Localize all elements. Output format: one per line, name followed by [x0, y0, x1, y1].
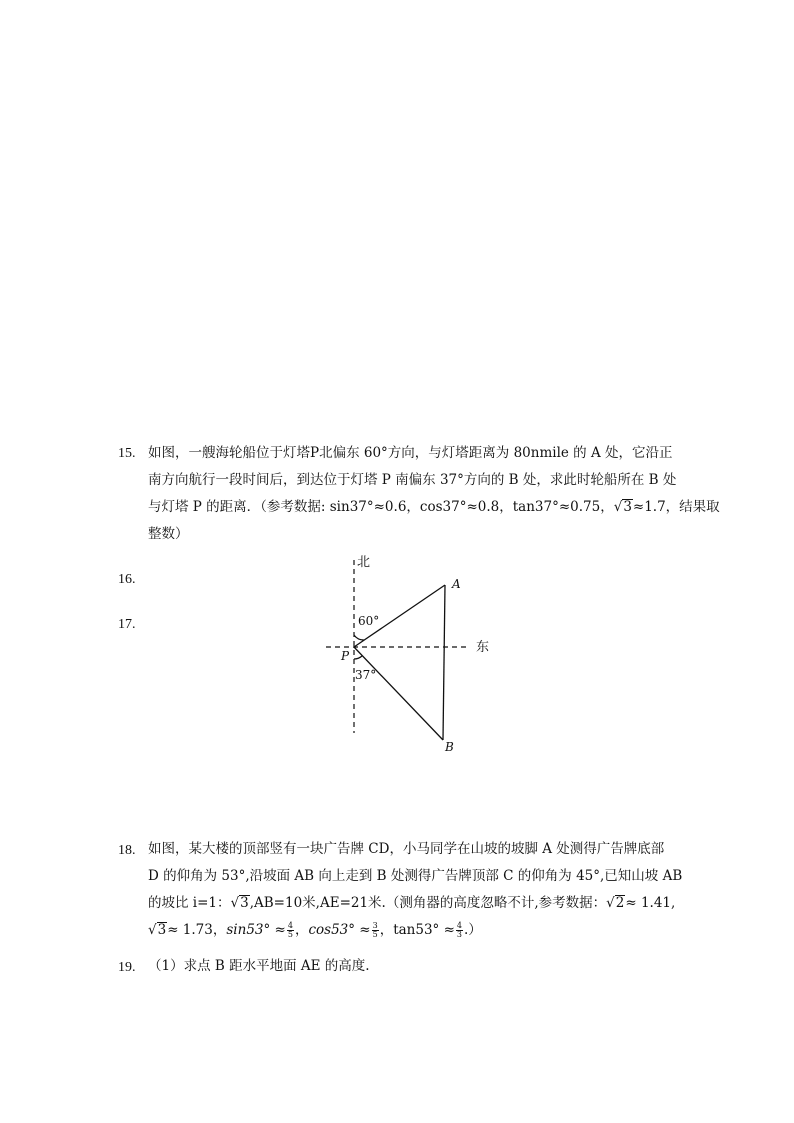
- angle-arc-60: [354, 635, 364, 640]
- q18-line-4a: ≈ 1.73，: [167, 922, 227, 938]
- q15-sqrt-3: 3: [623, 499, 632, 515]
- q19-line-1: （1）求点 B 距水平地面 AE 的高度.: [148, 958, 370, 974]
- angle-arc-37: [354, 656, 362, 659]
- q18-line-4f: .）: [464, 922, 482, 938]
- question-19-text: [148, 953, 678, 980]
- label-angle-60: 60°: [358, 614, 380, 628]
- q18-line-2: D 的仰角为 53°,沿坡面 AB 向上走到 B 处测得广告牌顶部 C 的仰角为 45°,已知山坡 AB: [148, 868, 683, 884]
- q18-line-4-sqrt-3: 3: [157, 922, 167, 938]
- q18-line-1: 如图，某大楼的顶部竖有一块广告牌 CD，小马同学在山坡的坡脚 A 处测得广告牌底部: [148, 841, 665, 857]
- q18-line-3b: ,AB=10米,AE=21米.（测角器的高度忽略不计,参考数据：: [249, 895, 607, 911]
- fraction-4-3-tan: $\frac{4}{3}$: [456, 921, 462, 939]
- label-east: 东: [476, 640, 490, 655]
- bearing-figure: [320, 548, 500, 758]
- q18-line-3: 的坡比 i=1：√3,AB=10米,AE=21米.（测角器的高度忽略不计,参考数据：√2≈ 1.41,: [148, 895, 676, 911]
- label-north: 北: [357, 555, 371, 570]
- question-18-text: [148, 836, 683, 944]
- q15-line-4: 整数）: [148, 526, 189, 542]
- q18-line-4: √3≈ 1.73，sin53° ≈ $\frac{4}{5}$ ，cos53° ≈ $\frac{3}{5}$ ，tan53° ≈ $\frac{4}{3}$ .）: [148, 921, 482, 939]
- question-15-text: [148, 440, 720, 548]
- q15-line-3: 与灯塔 P 的距离．（参考数据: sin37°≈0.6，cos37°≈0.8，tan37°≈0.75，√3≈1.7，结果取: [148, 499, 720, 515]
- fraction-4-5-sin: $\frac{4}{5}$: [287, 921, 293, 939]
- label-angle-37: 37°: [355, 668, 377, 682]
- question-18-number: 18.: [118, 843, 136, 858]
- q18-sqrt-3: 3: [240, 895, 249, 911]
- question-16-number: 16.: [118, 572, 136, 587]
- label-point-a: A: [452, 577, 461, 591]
- q18-line-3a: 的坡比 i=1：: [148, 895, 231, 911]
- q18-line-4b: sin53° ≈: [226, 922, 286, 938]
- fraction-3-5-cos: $\frac{3}{5}$: [372, 921, 378, 939]
- q18-line-4c: ，: [294, 922, 309, 938]
- q18-line-4e: ，tan53° ≈: [379, 922, 455, 938]
- segment-pb: [354, 647, 443, 740]
- q15-line-1: 如图，一艘海轮船位于灯塔P北偏东 60°方向，与灯塔距离为 80nmile 的 A 处，它沿正: [148, 445, 673, 461]
- question-17-number: 17.: [118, 617, 136, 632]
- q18-line-3c: ≈ 1.41,: [625, 895, 676, 911]
- label-point-b: B: [445, 740, 454, 754]
- label-point-p: P: [341, 649, 350, 663]
- q18-line-4d: cos53° ≈: [308, 922, 371, 938]
- segment-ab: [443, 585, 445, 740]
- question-15-number: 15.: [118, 446, 136, 461]
- q15-line-3b: ≈1.7，结果取: [632, 499, 720, 515]
- q15-line-3a: 与灯塔 P 的距离．（参考数据: sin37°≈0.6，cos37°≈0.8，tan37°≈0.75，: [148, 499, 614, 515]
- q18-sqrt-2: 2: [615, 895, 625, 911]
- q15-line-2: 南方向航行一段时间后，到达位于灯塔 P 南偏东 37°方向的 B 处，求此时轮船所在 B 处: [148, 472, 677, 488]
- question-19-number: 19.: [118, 960, 136, 975]
